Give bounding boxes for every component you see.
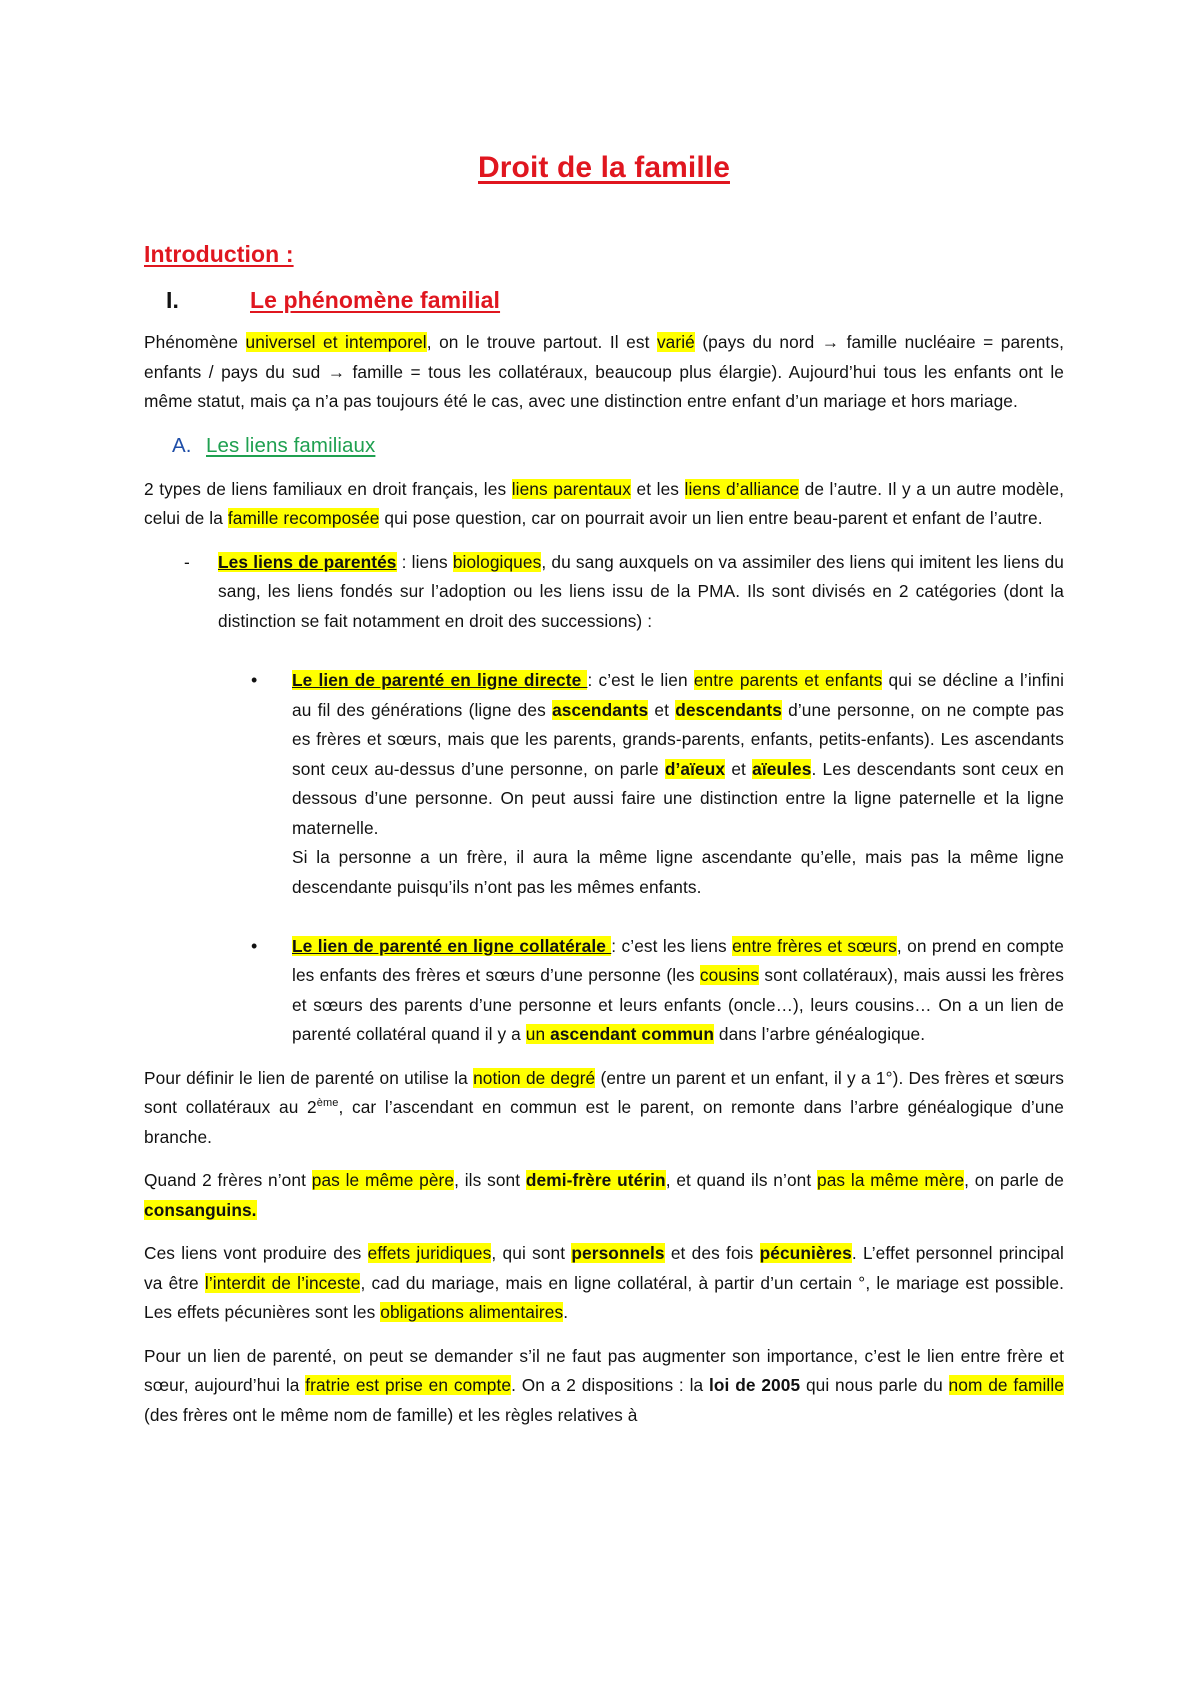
text-run: qui pose question, car on pourrait avoir un lien entre beau-parent et enfant de l’autre. bbox=[379, 508, 1043, 528]
paragraph-degre bbox=[144, 1064, 1064, 1153]
text-run: et des fois bbox=[664, 1243, 760, 1263]
text-run: et bbox=[648, 699, 676, 720]
dash-marker: - bbox=[184, 551, 190, 572]
document-body bbox=[144, 148, 1064, 1430]
highlight: entre frères et sœurs bbox=[732, 935, 897, 956]
text-run: famille nucléaire = parents, enfants / pays du sud bbox=[144, 332, 1064, 382]
text-run: . On a 2 dispositions : la bbox=[511, 1375, 709, 1395]
bold-text: loi de 2005 bbox=[709, 1375, 801, 1395]
highlight: ascendants bbox=[552, 699, 649, 720]
text-run: , et quand ils n’ont bbox=[665, 1170, 817, 1190]
highlight: liens parentaux bbox=[511, 478, 632, 499]
subsection-title: Les liens familiaux bbox=[206, 433, 376, 457]
arrow-icon: → bbox=[327, 361, 346, 382]
highlight: demi-frère utérin bbox=[525, 1170, 666, 1190]
paragraph-freres bbox=[144, 1166, 1064, 1225]
highlight: aïeules bbox=[752, 758, 812, 779]
bullet-marker: • bbox=[251, 935, 258, 956]
highlight: obligations alimentaires bbox=[380, 1302, 564, 1322]
blank-line bbox=[292, 902, 1064, 932]
document-title: Droit de la famille bbox=[478, 151, 730, 184]
text-run: . L’effet personnel principal va être bbox=[144, 1243, 1064, 1293]
text-run: : liens bbox=[396, 551, 453, 572]
paragraph-fratrie bbox=[144, 1342, 1064, 1431]
highlight: consanguins. bbox=[144, 1199, 257, 1220]
text-run: Pour un lien de parenté, on peut se demander s’il ne faut pas augmenter son importance, c’est le lien entre frère et sœur, aujourd’hui la bbox=[144, 1345, 1064, 1395]
subsection-heading bbox=[172, 431, 1064, 461]
highlight: biologiques bbox=[452, 551, 542, 572]
text-run: 2 types de liens familiaux en droit français, les bbox=[144, 478, 512, 499]
text-run: et les bbox=[631, 478, 685, 499]
text-run: , on parle de bbox=[964, 1170, 1065, 1190]
text-run: d’une personne, on ne compte pas es frères et sœurs, mais que les parents, grands-parents, enfants, petits-enfants). Les ascendants sont ceux au-dessus d’une personne, on parle bbox=[292, 699, 1065, 779]
highlight: varié bbox=[656, 332, 695, 352]
list-item-liens-parentes bbox=[144, 548, 1064, 637]
section-heading bbox=[166, 284, 1064, 316]
superscript: ème bbox=[316, 1097, 339, 1110]
text-run: (entre un parent et un enfant, il y a 1°). Des frères et sœurs sont collatéraux au 2 bbox=[144, 1067, 1065, 1117]
text-run: . Les descendants sont ceux en dessous d’une personne. On peut aussi faire une distinction entre la ligne paternelle et la ligne maternelle. bbox=[292, 758, 1064, 838]
highlight: pécunières bbox=[759, 1243, 852, 1263]
subsection-letter: A. bbox=[172, 433, 192, 457]
text-run: de l’autre. Il y a un autre modèle, celui de la bbox=[144, 478, 1064, 528]
arrow-icon: → bbox=[821, 332, 840, 352]
text-run: , on le trouve partout. Il est bbox=[426, 332, 657, 352]
highlight: l’interdit de l’inceste bbox=[204, 1272, 361, 1293]
paragraph-continuation: Si la personne a un frère, il aura la même ligne ascendante qu’elle, mais pas la même ligne descendante puisqu’ils n’ont pas les mêmes enfants. bbox=[292, 847, 1064, 897]
highlight: cousins bbox=[699, 965, 760, 985]
text-run: et bbox=[725, 758, 753, 779]
highlight: universel et intemporel bbox=[245, 332, 427, 352]
highlight: Les liens de parentés bbox=[218, 551, 397, 572]
paragraph-effets bbox=[144, 1239, 1064, 1328]
section-number: I. bbox=[166, 287, 179, 313]
text-run: Pour définir le lien de parenté on utilise la bbox=[144, 1067, 474, 1088]
highlight: d’aïeux bbox=[664, 758, 726, 779]
text-run: , qui sont bbox=[491, 1243, 572, 1263]
highlight: descendants bbox=[675, 699, 782, 720]
text-run: , du sang auxquels on va assimiler des liens qui imitent les liens du sang, les liens fondés sur l’adoption ou les liens issu de la PMA. Ils sont divisés en 2 catégories (dont la distinction se fait notamment en droit des successions) : bbox=[218, 551, 1064, 631]
text-run: Quand 2 frères n’ont bbox=[144, 1170, 312, 1190]
text-run: , on prend en compte les enfants des frères et sœurs d’une personne (les bbox=[292, 935, 1064, 985]
highlight: pas le même père bbox=[311, 1170, 455, 1190]
text-run: : c’est les liens bbox=[611, 935, 733, 956]
text-run: Phénomène bbox=[144, 332, 246, 352]
text-run: qui nous parle du bbox=[800, 1375, 949, 1395]
highlight: famille recomposée bbox=[227, 508, 380, 528]
highlight: un bbox=[525, 1024, 551, 1044]
highlight: Le lien de parenté en ligne collatérale bbox=[292, 935, 612, 956]
highlight: effets juridiques bbox=[367, 1243, 492, 1263]
text-run: (des frères ont le même nom de famille) et les règles relatives à bbox=[144, 1404, 638, 1425]
highlight: Le lien de parenté en ligne directe bbox=[292, 670, 588, 690]
text-run: (pays du nord bbox=[694, 332, 822, 352]
highlight: notion de degré bbox=[473, 1067, 596, 1088]
section-title: Le phénomène familial bbox=[250, 287, 501, 313]
highlight: liens d’alliance bbox=[684, 478, 800, 499]
highlight: ascendant commun bbox=[550, 1024, 714, 1044]
text-run: qui se décline a l’infini au fil des générations (ligne des bbox=[292, 670, 1065, 720]
highlight: personnels bbox=[571, 1243, 665, 1263]
text-run: , ils sont bbox=[454, 1170, 526, 1190]
highlight: fratrie est prise en compte bbox=[305, 1375, 512, 1395]
list-item-ligne-collaterale bbox=[144, 932, 1064, 1050]
bullet-marker: • bbox=[251, 670, 258, 690]
paragraph-phenomene bbox=[144, 328, 1064, 417]
highlight: nom de famille bbox=[948, 1375, 1065, 1395]
introduction-heading: Introduction : bbox=[144, 241, 294, 267]
highlight: entre parents et enfants bbox=[693, 670, 883, 690]
text-run: . bbox=[563, 1302, 569, 1322]
highlight: pas la même mère bbox=[817, 1170, 965, 1190]
text-run: dans l’arbre généalogique. bbox=[713, 1024, 926, 1044]
text-run: Ces liens vont produire des bbox=[144, 1243, 368, 1263]
text-run: famille = tous les collatéraux, beaucoup plus élargie). Aujourd’hui tous les enfants ont le même statut, mais ça n’a pas toujours été le cas, avec une distinction entre enfant d’un mariage et hors mariage. bbox=[144, 361, 1064, 411]
text-run: , car l’ascendant en commun est le parent, on remonte dans l’arbre généalogique d’une branche. bbox=[144, 1097, 1064, 1147]
list-item-ligne-directe bbox=[144, 666, 1064, 932]
paragraph-types-liens bbox=[144, 475, 1064, 534]
text-run: , cad du mariage, mais en ligne collatéral, à partir d’un certain °, le mariage est possible. Les effets pécunières sont les bbox=[144, 1272, 1064, 1322]
text-run: sont collatéraux), mais aussi les frères et sœurs des parents d’une personne et leurs enfants (oncle…), leurs cousins… On a un lien de parenté collatéral quand il y a bbox=[292, 965, 1064, 1044]
text-run: : c’est le lien bbox=[587, 670, 694, 690]
